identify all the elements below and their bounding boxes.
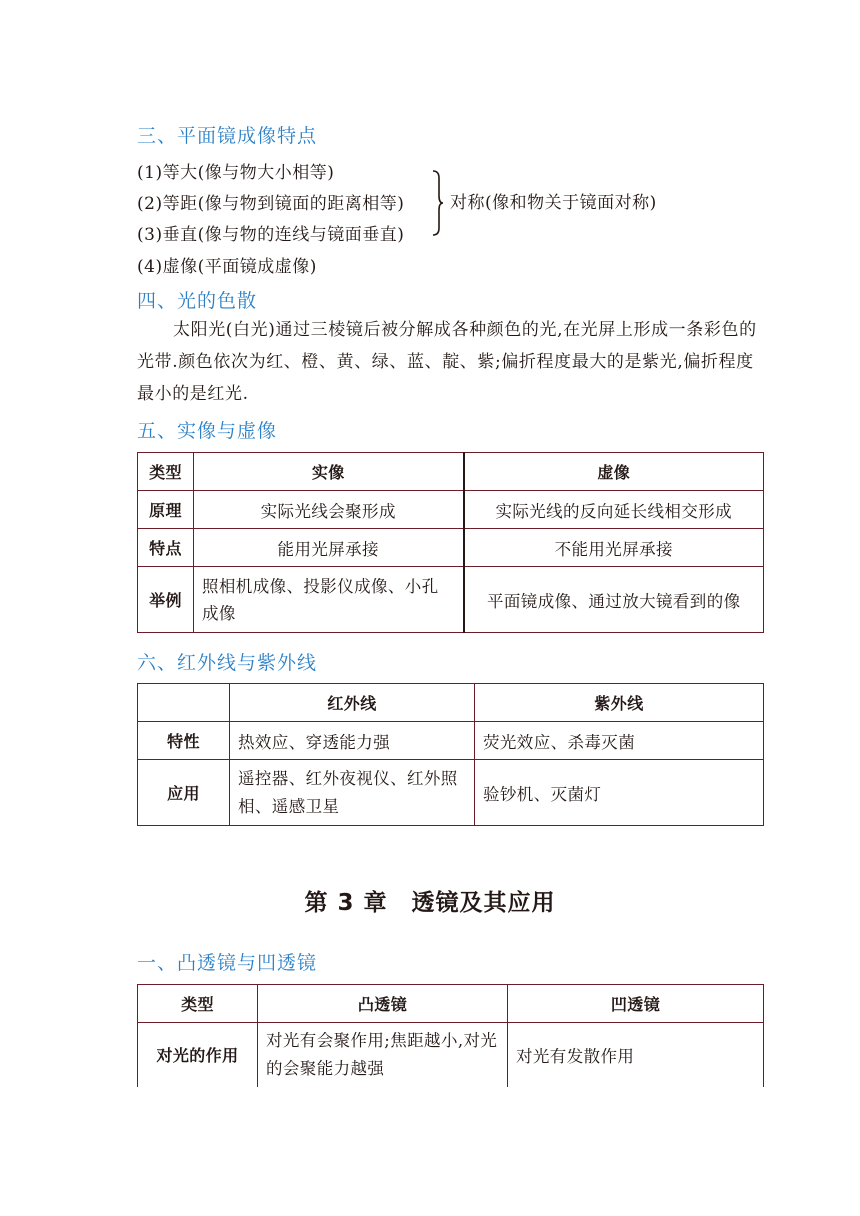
- table-cell: 举例: [138, 567, 194, 633]
- table-header-cell: 凹透镜: [508, 985, 764, 1023]
- table-header-cell: 类型: [138, 453, 194, 491]
- symmetry-note: 对称(像和物关于镜面对称): [450, 193, 657, 213]
- real-virtual-image-table: [137, 452, 764, 633]
- table-cell: 平面镜成像、通过放大镜看到的像: [464, 567, 764, 633]
- table-row: [138, 491, 764, 529]
- table-cell: 实际光线的反向延长线相交形成: [464, 491, 764, 529]
- infrared-ultraviolet-table: [137, 683, 764, 826]
- table-header-row: [138, 985, 764, 1023]
- table-header-cell: [138, 684, 230, 722]
- table-header-cell: 虚像: [464, 453, 764, 491]
- table-header-cell: 凸透镜: [258, 985, 508, 1023]
- table-row: [138, 567, 764, 633]
- list-item: (2)等距(像与物到镜面的距离相等): [137, 194, 405, 214]
- table-cell: 不能用光屏承接: [464, 529, 764, 567]
- table-header-row: [138, 684, 764, 722]
- table-cell: 特点: [138, 529, 194, 567]
- list-item: (3)垂直(像与物的连线与镜面垂直): [137, 225, 405, 245]
- list-item: (1)等大(像与物大小相等): [137, 163, 335, 183]
- section-heading-plane-mirror: 三、平面镜成像特点: [137, 125, 318, 147]
- section-heading-real-virtual-image: 五、实像与虚像: [137, 420, 278, 442]
- table-row: [138, 760, 764, 826]
- table-row: [138, 529, 764, 567]
- table-cell: 特性: [138, 722, 230, 760]
- table-header-cell: 红外线: [230, 684, 475, 722]
- table-cell: 荧光效应、杀毒灭菌: [475, 722, 764, 760]
- table-header-cell: 紫外线: [475, 684, 764, 722]
- table-cell: 应用: [138, 760, 230, 826]
- table-cell: 能用光屏承接: [194, 529, 464, 567]
- table-header-cell: 类型: [138, 985, 258, 1023]
- table-row: [138, 722, 764, 760]
- lens-table: [137, 984, 764, 1087]
- table-cell: 验钞机、灭菌灯: [475, 760, 764, 826]
- list-item: (4)虚像(平面镜成虚像): [137, 257, 317, 277]
- table-cell: 遥控器、红外夜视仪、红外照相、遥感卫星: [230, 760, 475, 826]
- table-row: [138, 1023, 764, 1087]
- table-cell: 热效应、穿透能力强: [230, 722, 475, 760]
- dispersion-paragraph: 太阳光(白光)通过三棱镜后被分解成各种颜色的光,在光屏上形成一条彩色的光带.颜色依次为红、橙、黄、绿、蓝、靛、紫;偏折程度最大的是紫光,偏折程度最小的是红光.: [137, 320, 757, 404]
- right-brace-icon: [432, 170, 444, 236]
- table-cell: 对光的作用: [138, 1023, 258, 1087]
- table-cell: 照相机成像、投影仪成像、小孔成像: [194, 567, 464, 633]
- table-cell: 实际光线会聚形成: [194, 491, 464, 529]
- table-header-row: [138, 453, 764, 491]
- chapter-title: 第 3 章 透镜及其应用: [304, 890, 556, 916]
- section-heading-dispersion: 四、光的色散: [137, 290, 258, 312]
- table-cell: 对光有会聚作用;焦距越小,对光的会聚能力越强: [258, 1023, 508, 1087]
- section-heading-convex-concave-lens: 一、凸透镜与凹透镜: [137, 952, 318, 974]
- table-cell: 原理: [138, 491, 194, 529]
- table-cell: 对光有发散作用: [508, 1023, 764, 1087]
- section-heading-infrared-ultraviolet: 六、红外线与紫外线: [137, 652, 318, 674]
- table-header-cell: 实像: [194, 453, 464, 491]
